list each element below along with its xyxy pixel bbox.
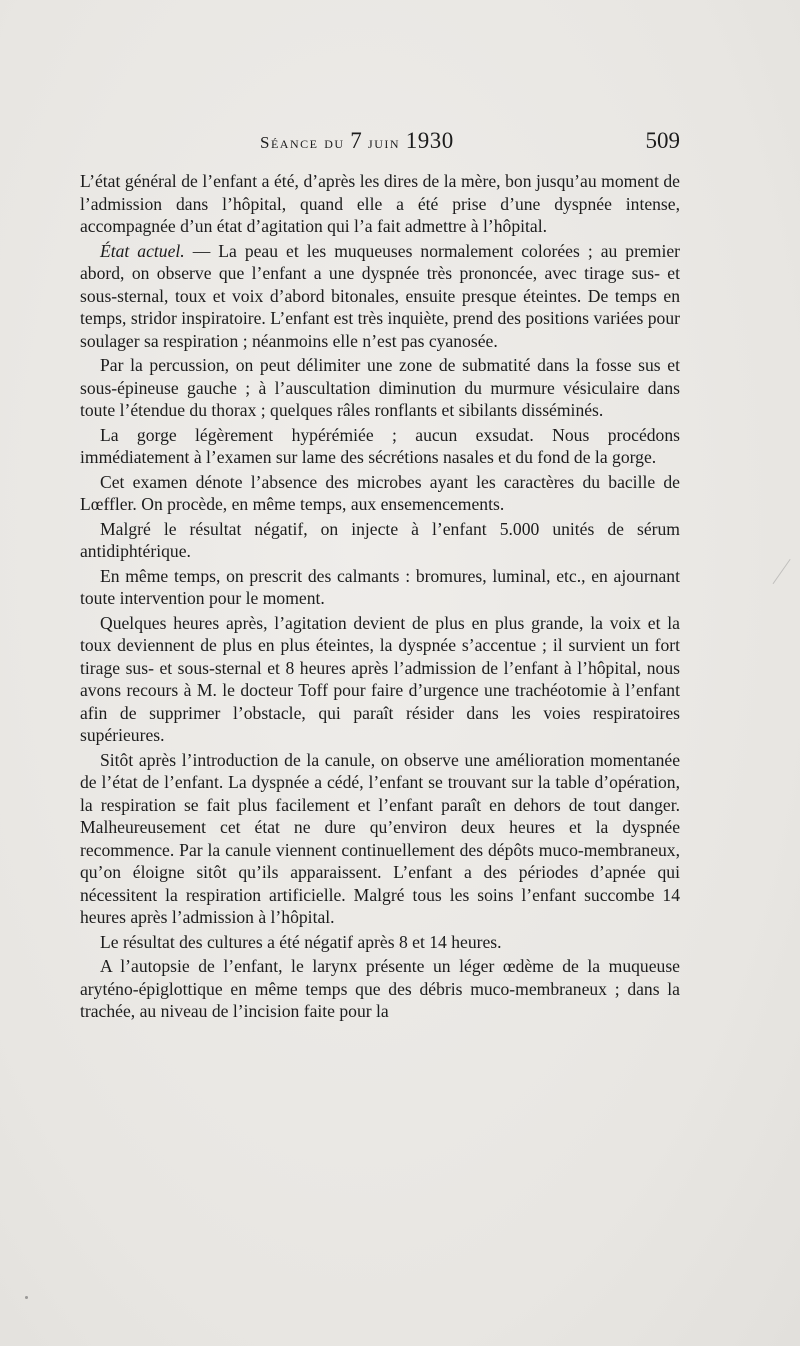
paragraph-current-state: État actuel. — La peau et les muqueuses normalement colorées ; au premier abord, on observe que l’enfant a une dyspnée très prononcée, avec tirage sus- et sous-sternal, toux et voix d’abord bitonales, ensuite presque éteintes. De temps en temps, stridor inspiratoire. L’enfant est très inquiète, prend des positions variées pour soulager sa respiration ; néanmoins elle n’est pas cyanosée.	[80, 240, 681, 351]
running-head-year: 1930	[405, 128, 454, 153]
scan-dot	[25, 1296, 28, 1299]
running-head-prefix: Séance du	[260, 133, 351, 152]
page-header	[80, 128, 680, 158]
running-head-month: juin	[362, 133, 406, 152]
paragraph-calmants: En même temps, on prescrit des calmants : bromures, luminal, etc., en ajournant toute intervention pour le moment.	[80, 565, 680, 608]
scan-artifact	[773, 559, 800, 591]
etat-actuel-label: État actuel.	[100, 240, 185, 261]
running-head	[260, 128, 454, 154]
page-number: 509	[645, 128, 680, 153]
paragraph-autopsy: A l’autopsie de l’enfant, le larynx présente un léger œdème de la muqueuse aryténo-épiglottique en même temps que des débris muco-membraneux ; dans la trachée, au niveau de l’incision faite pour la	[80, 956, 680, 1021]
paragraph-general-state: L’état général de l’enfant a été, d’après les dires de la mère, bon jusqu’au moment de l’admission dans l’hôpital, quand elle a été prise d’une dyspnée intense, accompagnée d’un état d’agitation qui l’a fait admettre à l’hôpital.	[80, 171, 680, 236]
paragraph-cannula: Sitôt après l’introduction de la canule, on observe une amélioration momentanée de l’état de l’enfant. La dyspnée a cédé, l’enfant se trouvant sur la table d’opération, la respiration se fait plus facilement et l’enfant paraît en dehors de tout danger. Malheureusement cet état ne dure qu’environ deux heures et la dyspnée recommence. Par la canule viennent continuellement des dépôts muco-membraneux, qu’on éloigne sitôt qu’ils apparaissent. L’enfant a des périodes d’apnée qui nécessitent la respiration artificielle. Malgré tous les soins l’enfant succombe 14 heures après l’admission à l’hôpital.	[80, 749, 680, 927]
paragraph-throat: La gorge légèrement hypérémiée ; aucun exsudat. Nous procédons immédiatement à l’examen sur lame des sécrétions nasales et du fond de la gorge.	[80, 424, 680, 467]
paragraph-current-state-text: La peau et les muqueuses normalement colorées ; au premier abord, on observe que l’enfant a une dyspnée très prononcée, avec tirage sus- et sous-sternal, toux et voix d’abord bitonales, ensuite presque éteintes. De temps en temps, stridor inspiratoire. L’enfant est très inquiète, prend des positions variées pour soulager sa respiration ; néanmoins elle n’est pas cyanosée.	[80, 240, 681, 351]
paragraph-cultures: Le résultat des cultures a été négatif après 8 et 14 heures.	[100, 931, 502, 952]
paragraph-serum: Malgré le résultat négatif, on injecte à l’enfant 5.000 unités de sérum antidiphtérique.	[80, 518, 680, 561]
paragraph-agitation: Quelques heures après, l’agitation devient de plus en plus grande, la voix et la toux deviennent de plus en plus éteintes, la dyspnée s’accentue ; il survient un fort tirage sus- et sous-sternal et 8 heures après l’admission de l’enfant à l’hôpital, nous avons recours à M. le docteur Toff pour faire d’urgence une trachéotomie à l’enfant afin de supprimer l’obstacle, qui paraît résider dans les voies respiratoires supérieures.	[80, 612, 680, 745]
running-head-day: 7	[350, 128, 363, 153]
paragraph-examination: Cet examen dénote l’absence des microbes ayant les caractères du bacille de Lœffler. On procède, en même temps, aux ensemencements.	[80, 471, 680, 514]
page-body	[80, 170, 680, 1023]
paragraph-percussion: Par la percussion, on peut délimiter une zone de submatité dans la fosse sus et sous-épineuse gauche ; à l’auscultation diminution du murmure vésiculaire dans toute l’étendue du thorax ; quelques râles ronflants et sibilants disséminés.	[80, 355, 680, 420]
